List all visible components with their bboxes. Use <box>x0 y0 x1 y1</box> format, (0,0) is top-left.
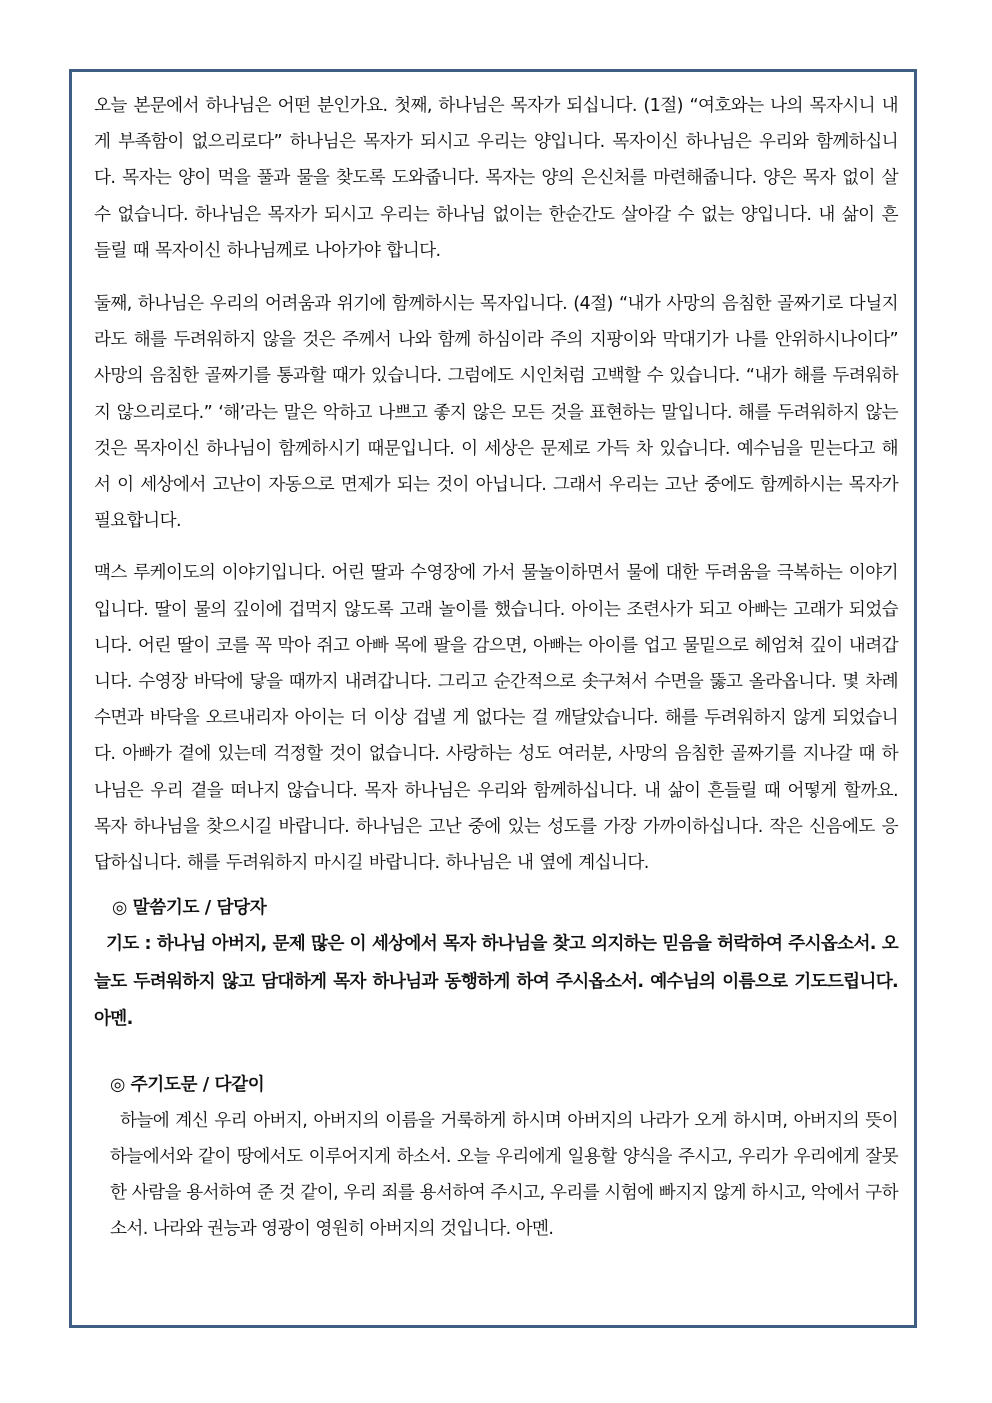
document-body <box>94 88 898 1248</box>
sermon-paragraph-3: 맥스 루케이도의 이야기입니다. 어린 딸과 수영장에 가서 물놀이하면서 물에 대한 두려움을 극복하는 이야기입니다. 딸이 물의 깊이에 겁먹지 않도록 고래 놀이를 했습니다. 아이는 조련사가 되고 아빠는 고래가 되었습니다. 어린 딸이 코를 꼭 막아 쥐고 아빠 목에 팔을 감으면, 아빠는 아이를 업고 물밑으로 헤엄쳐 깊이 내려갑니다. 수영장 바닥에 닿을 때까지 내려갑니다. 그리고 순간적으로 솟구쳐서 수면을 뚫고 올라옵니다. 몇 차례 수면과 바닥을 오르내리자 아이는 더 이상 겁낼 게 없다는 걸 깨달았습니다. 해를 두려워하지 않게 되었습니다. 아빠가 곁에 있는데 걱정할 것이 없습니다. 사랑하는 성도 여러분, 사망의 음침한 골짜기를 지나갈 때 하나님은 우리 곁을 떠나지 않습니다. 목자 하나님은 우리와 함께하십니다. 내 삶이 흔들릴 때 어떻게 할까요. 목자 하나님을 찾으시길 바랍니다. 하나님은 고난 중에 있는 성도를 가장 가까이하십니다. 작은 신음에도 응답하십니다. 해를 두려워하지 마시길 바랍니다. 하나님은 내 옆에 계십니다. <box>94 563 899 874</box>
prayer-section-title: ◎ 말씀기도 / 담당자 <box>112 898 267 919</box>
lords-prayer-text: 하늘에 계신 우리 아버지, 아버지의 이름을 거룩하게 하시며 아버지의 나라가 오게 하시며, 아버지의 뜻이 하늘에서와 같이 땅에서도 이루어지게 하소서. 오늘 우리에게 일용할 양식을 주시고, 우리가 우리에게 잘못한 사람을 용서하여 준 것 같이, 우리 죄를 용서하여 주시고, 우리를 시험에 빠지지 않게 하시고, 악에서 구하소서. 나라와 권능과 영광이 영원히 아버지의 것입니다. 아멘. <box>110 1110 898 1240</box>
sermon-paragraph-2: 둘째, 하나님은 우리의 어려움과 위기에 함께하시는 목자입니다. (4절) “내가 사망의 음침한 골짜기로 다닐지라도 해를 두려워하지 않을 것은 주께서 나와 함께 하심이라 주의 지팡이와 막대기가 나를 안위하시나이다” 사망의 음침한 골짜기를 통과할 때가 있습니다. 그럼에도 시인처럼 고백할 수 있습니다. “내가 해를 두려워하지 않으리로다.” ‘해’라는 말은 악하고 나쁘고 좋지 않은 모든 것을 표현하는 말입니다. 해를 두려워하지 않는 것은 목자이신 하나님이 함께하시기 때문입니다. 이 세상은 문제로 가득 차 있습니다. 예수님을 믿는다고 해서 이 세상에서 고난이 자동으로 면제가 되는 것이 아닙니다. 그래서 우리는 고난 중에도 함께하시는 목자가 필요합니다. <box>94 294 898 532</box>
lords-prayer-title: ◎ 주기도문 / 다같이 <box>110 1074 265 1095</box>
sermon-paragraph-1: 오늘 본문에서 하나님은 어떤 분인가요. 첫째, 하나님은 목자가 되십니다. (1절) “여호와는 나의 목자시니 내게 부족함이 없으리로다” 하나님은 목자가 되시고 우리는 양입니다. 목자이신 하나님은 우리와 함께하십니다. 목자는 양이 먹을 풀과 물을 찾도록 도와줍니다. 목자는 양의 은신처를 마련해줍니다. 양은 목자 없이 살 수 없습니다. 하나님은 목자가 되시고 우리는 하나님 없이는 한순간도 살아갈 수 없는 양입니다. 내 삶이 흔들릴 때 목자이신 하나님께로 나아가야 합니다. <box>94 96 898 261</box>
prayer-text: 기도 : 하나님 아버지, 문제 많은 이 세상에서 목자 하나님을 찾고 의지하는 믿음을 허락하여 주시옵소서. 오늘도 두려워하지 않고 담대하게 목자 하나님과 동행하게 하여 주시옵소서. 예수님의 이름으로 기도드립니다. 아멘. <box>94 934 898 1030</box>
